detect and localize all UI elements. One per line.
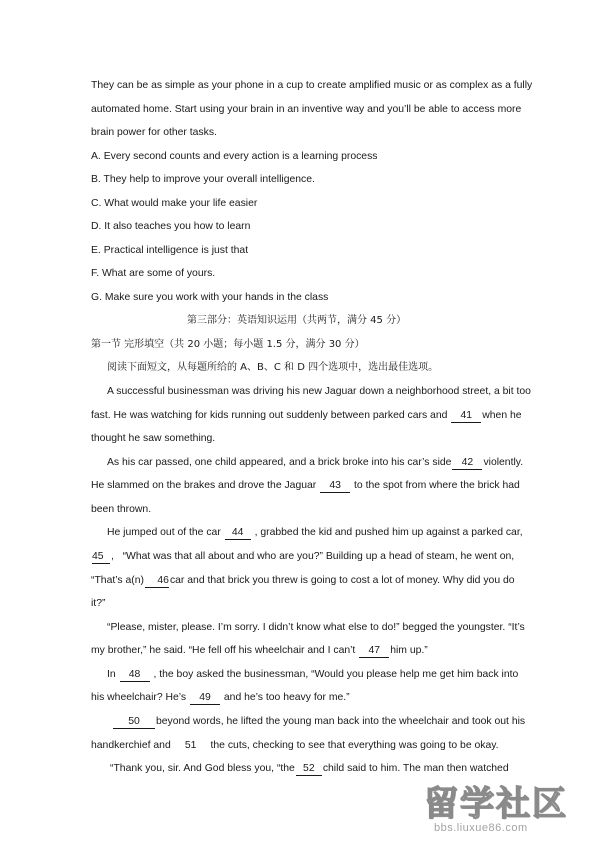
option-e: E. Practical intelligence is just that [91, 245, 249, 256]
cloze-text: He slammed on the brakes and drove the Jaguar [91, 480, 317, 491]
cloze-text: beyond words, he lifted the young man back into the wheelchair and took out his [156, 716, 526, 727]
cloze-text: and he’s too heavy for me.” [223, 692, 350, 703]
cloze-line: thought he saw something. [91, 433, 216, 444]
cloze-text: , the boy asked the businessman, “Would you please help me get him back into [153, 669, 519, 680]
cloze-line [107, 668, 518, 682]
passage-line: brain power for other tasks. [91, 127, 217, 138]
watermark-logo: 留学社区 [424, 784, 568, 824]
cloze-line [91, 574, 515, 588]
cloze-line [112, 715, 525, 729]
cloze-text: “Thank you, sir. And God bless you, “the [110, 763, 295, 774]
cloze-text: fast. He was watching for kids running out suddenly between parked cars and [91, 410, 448, 421]
part3-title: 第三部分：英语知识运用（共两节，满分 45 分） [187, 315, 407, 326]
cloze-text: car and that brick you threw is going to cost a lot of money. Why did you do [169, 575, 515, 586]
section1-title: 第一节 完形填空（共 20 小题；每小题 1.5 分，满分 30 分） [91, 339, 365, 350]
cloze-line [91, 409, 522, 423]
cloze-text: child said to him. The man then watched [322, 763, 509, 774]
cloze-text: “What was that all about and who are you?” Building up a head of steam, he went on, [122, 551, 515, 562]
cloze-text: my brother,” he said. “He fell off his wheelchair and I can’t [91, 645, 356, 656]
cloze-text: As his car passed, one child appeared, and a brick broke into his car’s side [107, 457, 452, 468]
cloze-line [91, 550, 514, 564]
option-b: B. They help to improve your overall intelligence. [91, 174, 315, 185]
cloze-line: “Please, mister, please. I’m sorry. I didn’t know what else to do!” begged the youngster. “It’s [107, 622, 525, 633]
cloze-text: “That’s a(n) [91, 575, 144, 586]
option-g: G. Make sure you work with your hands in the class [91, 292, 329, 303]
option-c: C. What would make your life easier [91, 198, 258, 209]
cloze-line [91, 739, 499, 753]
blank-43: 43 [320, 480, 350, 493]
cloze-text: when he [482, 410, 522, 421]
cloze-text: handkerchief and [91, 740, 171, 751]
blank-48: 48 [120, 669, 150, 682]
blank-42: 42 [452, 457, 482, 470]
passage-line: They can be as simple as your phone in a cup to create amplified music or as complex as a fully [91, 80, 533, 91]
blank-44: 44 [225, 527, 251, 540]
site-watermark [420, 776, 592, 842]
cloze-line [91, 644, 428, 658]
passage-line: automated home. Start using your brain in an inventive way and you’ll be able to access more [91, 104, 522, 115]
cloze-text: In [107, 669, 116, 680]
blank-50: 50 [113, 716, 155, 729]
cloze-line: been thrown. [91, 504, 152, 515]
blank-41: 41 [451, 410, 481, 423]
cloze-text: , [111, 551, 114, 562]
option-a: A. Every second counts and every action is a learning process [91, 151, 378, 162]
cloze-text: his wheelchair? He’s [91, 692, 187, 703]
blank-49: 49 [190, 692, 220, 705]
blank-52: 52 [296, 763, 322, 776]
blank-46: 46 [145, 575, 169, 588]
cloze-text: violently. [483, 457, 524, 468]
cloze-text: to the spot from where the brick had [354, 480, 520, 491]
cloze-text: the cuts, checking to see that everything was going to be okay. [210, 740, 499, 751]
cloze-line [110, 762, 509, 776]
blank-47: 47 [359, 645, 389, 658]
option-f: F. What are some of yours. [91, 268, 216, 279]
blank-51: 51 [184, 740, 197, 751]
cloze-line [91, 479, 520, 493]
cloze-line [107, 456, 523, 470]
blank-45: 45 [92, 551, 110, 564]
cloze-text: He jumped out of the car [107, 527, 221, 538]
cloze-text: , grabbed the kid and pushed him up against a parked car, [254, 527, 523, 538]
cloze-text: him up.” [390, 645, 428, 656]
option-d: D. It also teaches you how to learn [91, 221, 251, 232]
cloze-line: it?” [91, 598, 106, 609]
cloze-instruction: 阅读下面短文，从每题所给的 A、B、C 和 D 四个选项中，选出最佳选项。 [107, 362, 439, 373]
cloze-line [107, 526, 523, 540]
cloze-line: A successful businessman was driving his new Jaguar down a neighborhood street, a bit too [107, 386, 531, 397]
watermark-url: bbs.liuxue86.com [434, 822, 528, 834]
cloze-line [91, 691, 350, 705]
